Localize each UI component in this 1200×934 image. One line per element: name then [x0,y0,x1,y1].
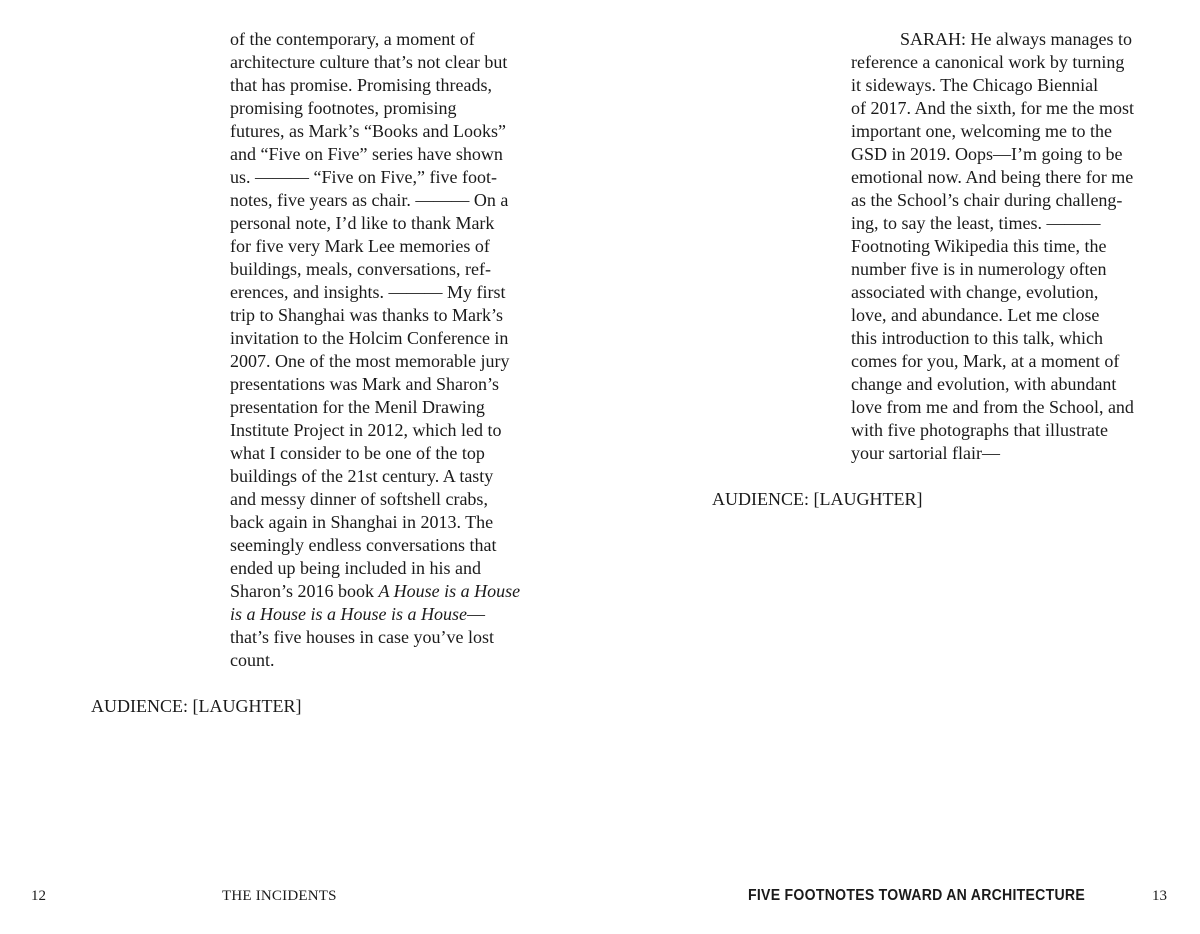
text-line: love, and abundance. Let me close [851,305,1100,325]
book-title-part1: A House is a House [378,581,521,601]
text-line: and “Five on Five” series have shown [230,144,503,164]
text-line: change and evolution, with abundant [851,374,1117,394]
text-line: important one, welcoming me to the [851,121,1112,141]
text-line: seemingly endless conversations that [230,535,497,555]
right-page [600,0,1200,934]
text-line: with five photographs that illustrate [851,420,1108,440]
text-line: that’s five houses in case you’ve lost [230,627,494,647]
text-line: and messy dinner of softshell crabs, [230,489,488,509]
text-line: reference a canonical work by turning [851,52,1125,72]
running-head: THE INCIDENTS [222,888,337,904]
text-line: associated with change, evolution, [851,282,1099,302]
text-line: futures, as Mark’s “Books and Looks” [230,121,506,141]
right-body-text [851,28,1134,465]
text-line: as the School’s chair during challeng- [851,190,1123,210]
running-head: FIVE FOOTNOTES TOWARD AN ARCHITECTURE [748,887,1085,904]
text-line: that has promise. Promising threads, [230,75,492,95]
text-line: count. [230,650,275,670]
text-line: emotional now. And being there for me [851,167,1134,187]
text-line: of the contemporary, a moment of [230,29,475,49]
text-line: comes for you, Mark, at a moment of [851,351,1120,371]
text-line: love from me and from the School, and [851,397,1134,417]
text-line: this introduction to this talk, which [851,328,1103,348]
text-line: your sartorial flair— [851,443,1000,463]
book-line-prefix: Sharon’s 2016 book [230,581,379,601]
text-line: buildings, meals, conversations, ref- [230,259,491,279]
text-line: presentation for the Menil Drawing [230,397,485,417]
text-line: personal note, I’d like to thank Mark [230,213,495,233]
text-line: invitation to the Holcim Conference in [230,328,509,348]
text-line: it sideways. The Chicago Biennial [851,75,1099,95]
page-number: 12 [31,888,46,904]
text-line: ing, to say the least, times. ——— [851,213,1101,233]
speaker-line: SARAH: He always manages to [900,29,1132,49]
left-body-text [230,28,520,672]
text-line: for five very Mark Lee memories of [230,236,490,256]
text-line: what I consider to be one of the top [230,443,485,463]
text-line: us. ——— “Five on Five,” five foot- [230,167,497,187]
audience-reaction: AUDIENCE: [LAUGHTER] [91,696,302,716]
text-line: GSD in 2019. Oops—I’m going to be [851,144,1123,164]
text-line: Institute Project in 2012, which led to [230,420,502,440]
book-title-part2: is a House is a House is a House [230,604,467,624]
text-line: of 2017. And the sixth, for me the most [851,98,1134,118]
book-title-line [230,580,520,603]
text-line: presentations was Mark and Sharon’s [230,374,499,394]
text-line: back again in Shanghai in 2013. The [230,512,494,532]
text-line: ended up being included in his and [230,558,481,578]
text-line: number five is in numerology often [851,259,1107,279]
text-line: Footnoting Wikipedia this time, the [851,236,1107,256]
book-title-line-2 [230,603,520,626]
text-line: promising footnotes, promising [230,98,457,118]
text-line: erences, and insights. ——— My first [230,282,506,302]
book-title-suffix: — [467,604,485,624]
text-line: buildings of the 21st century. A tasty [230,466,494,486]
audience-reaction: AUDIENCE: [LAUGHTER] [712,489,923,509]
text-line: trip to Shanghai was thanks to Mark’s [230,305,503,325]
page-number: 13 [1152,888,1167,904]
text-line: notes, five years as chair. ——— On a [230,190,509,210]
text-line: 2007. One of the most memorable jury [230,351,510,371]
text-line: architecture culture that’s not clear but [230,52,508,72]
